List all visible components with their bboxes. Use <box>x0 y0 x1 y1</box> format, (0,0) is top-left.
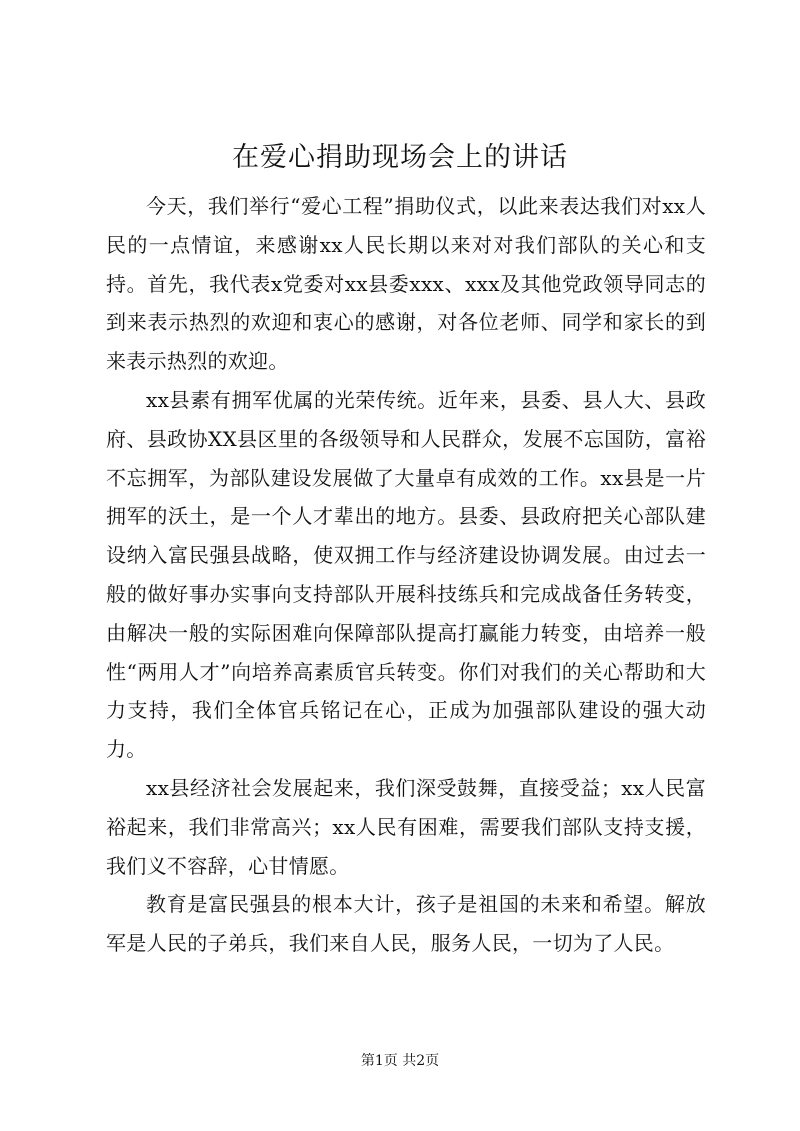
paragraph-3: xx县经济社会发展起来，我们深受鼓舞，直接受益；xx人民富裕起来，我们非常高兴；xx人民有困难，需要我们部队支持支援，我们义不容辞，心甘情愿。 <box>106 775 706 878</box>
document-title: 在爱心捐助现场会上的讲话 <box>232 142 568 173</box>
document-body <box>106 187 706 963</box>
page-number-footer: 第1页 共2页 <box>360 1053 440 1069</box>
paragraph-2: xx县素有拥军优属的光荣传统。近年来，县委、县人大、县政府、县政协XX县区里的各级领导和人民群众，发展不忘国防，富裕不忘拥军，为部队建设发展做了大量卓有成效的工作。xx县是一片拥军的沃土，是一个人才辈出的地方。县委、县政府把关心部队建设纳入富民强县战略，使双拥工作与经济建设协调发展。由过去一般的做好事办实事向支持部队开展科技练兵和完成战备任务转变，由解决一般的实际困难向保障部队提高打赢能力转变，由培养一般性“两用人才”向培养高素质官兵转变。你们对我们的关心帮助和大力支持，我们全体官兵铭记在心，正成为加强部队建设的强大动力。 <box>106 387 706 762</box>
paragraph-4: 教育是富民强县的根本大计，孩子是祖国的未来和希望。解放军是人民的子弟兵，我们来自人民，服务人民，一切为了人民。 <box>106 892 706 956</box>
paragraph-1: 今天，我们举行“爱心工程”捐助仪式，以此来表达我们对xx人民的一点情谊，来感谢xx人民长期以来对对我们部队的关心和支持。首先，我代表x党委对xx县委xxx、xxx及其他党政领导同志的到来表示热烈的欢迎和衷心的感谢，对各位老师、同学和家长的到来表示热烈的欢迎。 <box>106 194 706 374</box>
